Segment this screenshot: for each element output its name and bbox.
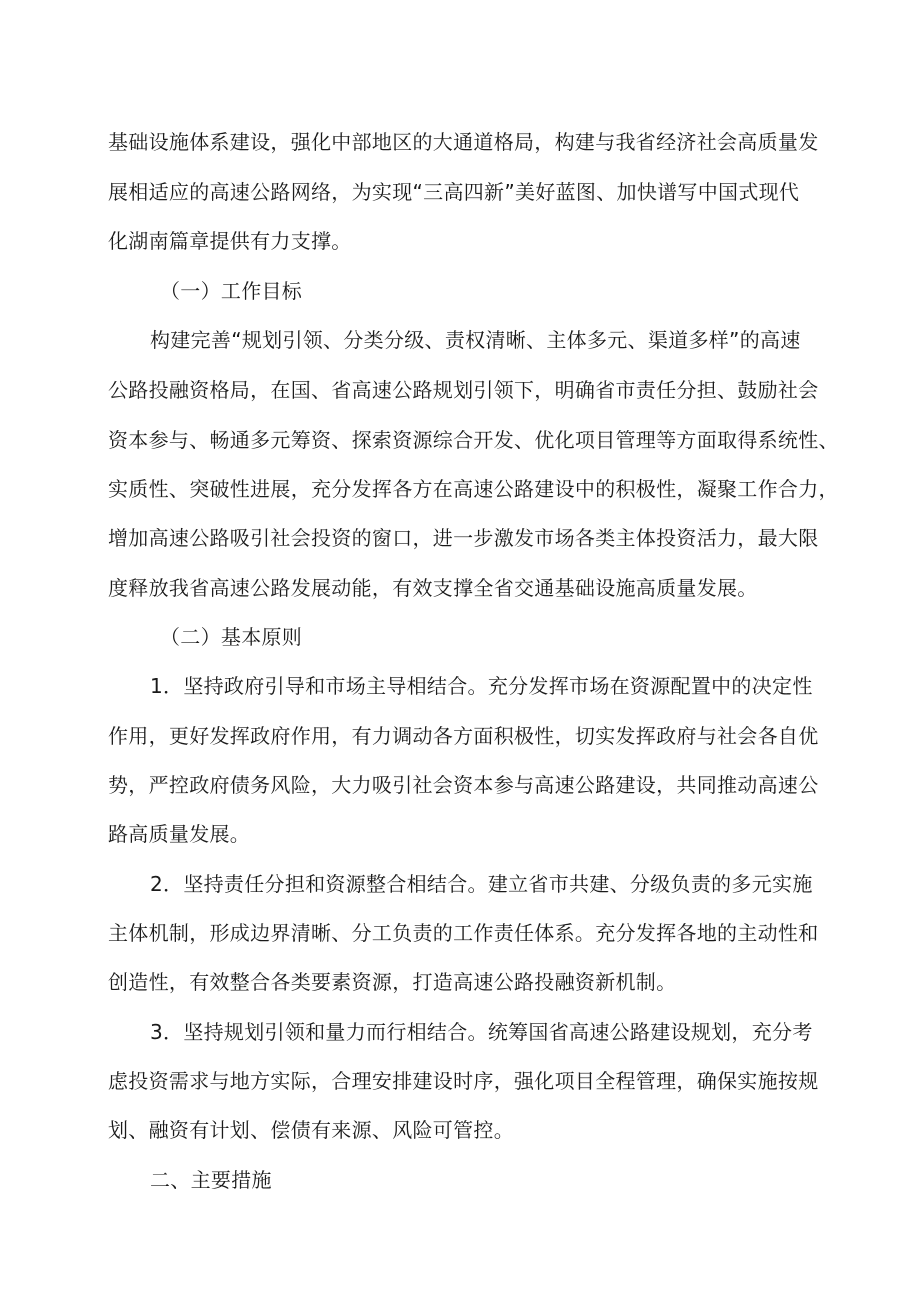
principle-2-line-2: 主体机制，形成边界清晰、分工负责的工作责任体系。充分发挥各地的主动性和 xyxy=(108,921,819,945)
goals-line-1: 构建完善“规划引领、分类分级、责权清晰、主体多元、渠道多样”的高速 xyxy=(150,328,801,352)
goals-line-2: 公路投融资格局，在国、省高速公路规划引领下，明确省市责任分担、鼓励社会 xyxy=(108,378,819,402)
goals-line-3: 资本参与、畅通多元筹资、探索资源综合开发、优化项目管理等方面取得系统性、 xyxy=(108,428,839,452)
principle-1-line-4: 路高质量发展。 xyxy=(108,822,251,846)
intro-line-3: 化湖南篇章提供有力支撑。 xyxy=(108,229,352,253)
principle-2-line-3: 创造性，有效整合各类要素资源，打造高速公路投融资新机制。 xyxy=(108,970,677,994)
principle-1-line-2: 作用，更好发挥政府作用，有力调动各方面积极性，切实发挥政府与社会各自优 xyxy=(108,724,819,748)
principle-2-line-1: 2．坚持责任分担和资源整合相结合。建立省市共建、分级负责的多元实施 xyxy=(150,872,813,896)
principle-1-line-1: 1．坚持政府引导和市场主导相结合。充分发挥市场在资源配置中的决定性 xyxy=(150,674,813,698)
goals-line-6: 度释放我省高速公路发展动能，有效支撑全省交通基础设施高质量发展。 xyxy=(108,576,758,600)
goals-line-4: 实质性、突破性进展，充分发挥各方在高速公路建设中的积极性，凝聚工作合力， xyxy=(108,477,839,501)
goals-line-5: 增加高速公路吸引社会投资的窗口，进一步激发市场各类主体投资活力，最大限 xyxy=(108,526,819,550)
principle-3-line-1: 3．坚持规划引领和量力而行相结合。统筹国省高速公路建设规划，充分考 xyxy=(150,1020,813,1044)
principle-1-line-3: 势，严控政府债务风险，大力吸引社会资本参与高速公路建设，共同推动高速公 xyxy=(108,773,819,797)
principle-3-line-2: 虑投资需求与地方实际，合理安排建设时序，强化项目全程管理，确保实施按规 xyxy=(108,1069,819,1093)
heading-work-goals: （一）工作目标 xyxy=(160,279,303,303)
principle-3-line-3: 划、融资有计划、偿债有来源、风险可管控。 xyxy=(108,1118,514,1142)
intro-line-2: 展相适应的高速公路网络，为实现“三高四新”美好蓝图、加快谱写中国式现代 xyxy=(108,180,800,204)
heading-basic-principles: （二）基本原则 xyxy=(160,625,303,649)
heading-main-measures: 二、主要措施 xyxy=(150,1168,272,1192)
intro-line-1: 基础设施体系建设，强化中部地区的大通道格局，构建与我省经济社会高质量发 xyxy=(108,130,819,154)
